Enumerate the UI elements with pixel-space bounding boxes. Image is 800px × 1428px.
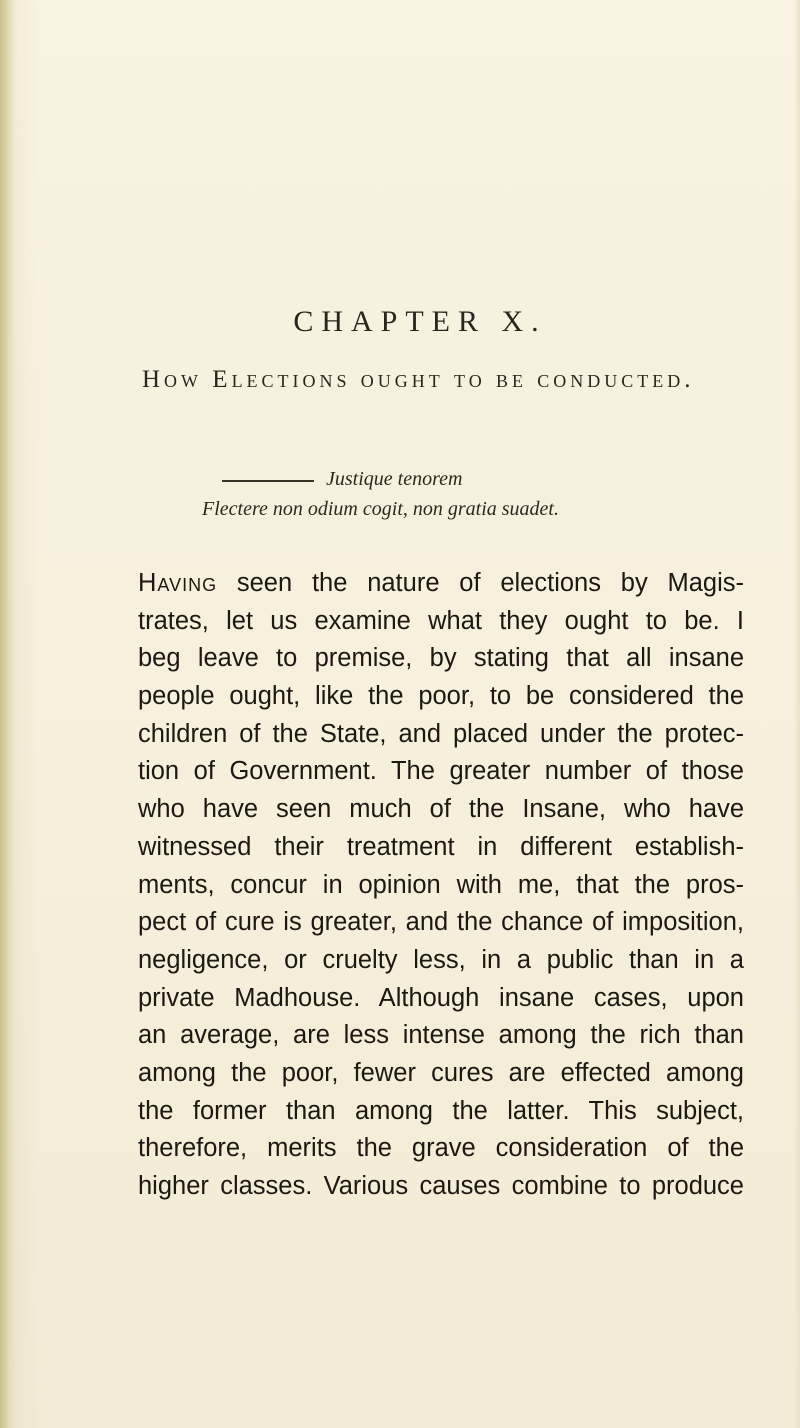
body-line-text: seen the nature of elections by Magis- bbox=[217, 569, 744, 597]
opening-word: Having bbox=[138, 569, 218, 597]
body-line: tion of Government. The greater number of those bbox=[138, 757, 744, 786]
body-line: ments, concur in opinion with me, that the pros- bbox=[138, 870, 744, 899]
chapter-title: CHAPTER X. bbox=[293, 305, 547, 338]
page-spine-shadow bbox=[0, 0, 14, 1428]
body-line: negligence, or cruelty less, in a public than in a bbox=[138, 945, 744, 974]
body-paragraph bbox=[138, 565, 744, 1206]
body-line: therefore, merits the grave consideration of the bbox=[138, 1134, 744, 1163]
body-line: children of the State, and placed under the protec- bbox=[138, 719, 744, 748]
motto-line-1: Justique tenorem bbox=[326, 468, 463, 490]
motto-line-2: Flectere non odium cogit, non gratia suadet. bbox=[202, 498, 559, 520]
body-line: an average, are less intense among the rich than bbox=[138, 1021, 744, 1050]
body-line: among the poor, fewer cures are effected among bbox=[138, 1058, 744, 1087]
body-line: higher classes. Various causes combine to produce bbox=[138, 1172, 744, 1200]
body-line: the former than among the latter. This subject, bbox=[138, 1096, 744, 1125]
body-line: beg leave to premise, by stating that all insane bbox=[138, 644, 744, 673]
body-line: private Madhouse. Although insane cases, upon bbox=[138, 983, 744, 1012]
body-line: witnessed their treatment in different establish- bbox=[138, 832, 744, 861]
body-line: trates, let us examine what they ought to be. I bbox=[138, 606, 744, 635]
body-line: who have seen much of the Insane, who have bbox=[138, 795, 744, 824]
chapter-heading: How Elections ought to be conducted. bbox=[142, 366, 695, 393]
motto-dash-rule bbox=[222, 480, 314, 482]
body-line: pect of cure is greater, and the chance of imposition, bbox=[138, 908, 744, 937]
body-line: people ought, like the poor, to be considered the bbox=[138, 682, 744, 711]
body-line bbox=[138, 565, 744, 603]
page-edge bbox=[794, 0, 800, 1428]
